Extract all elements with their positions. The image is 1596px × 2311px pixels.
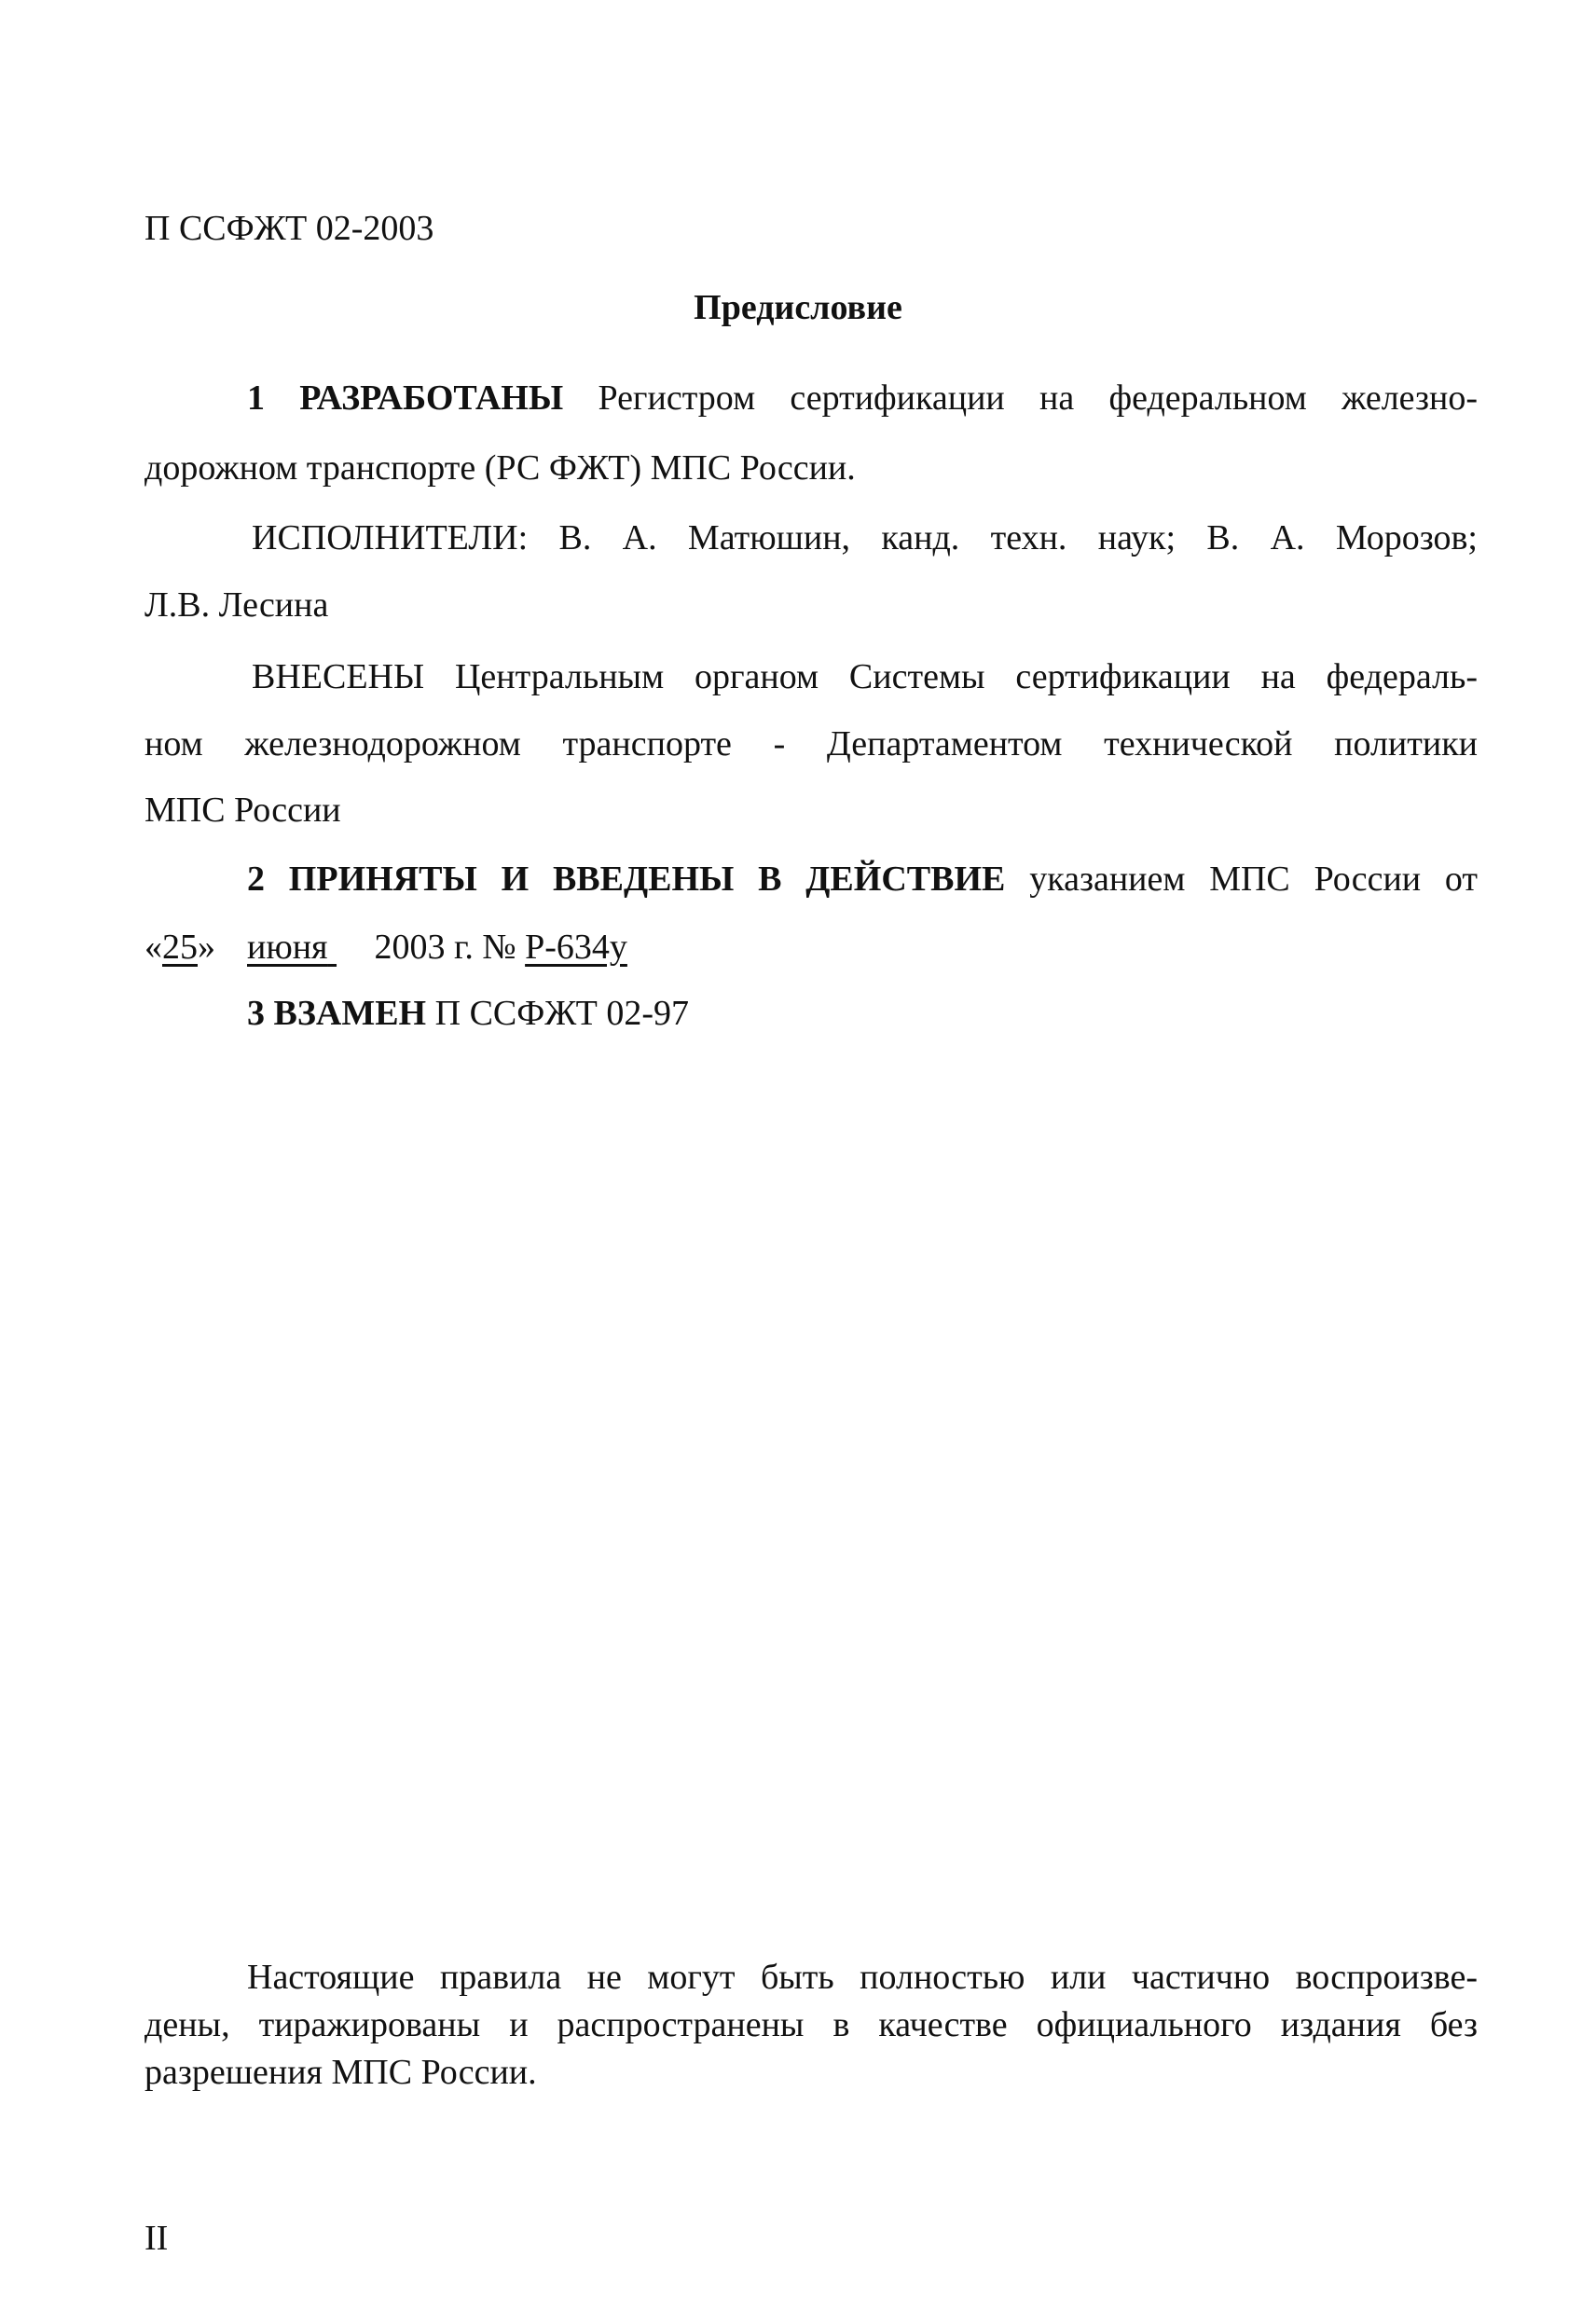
item1-text-line2: дорожном транспорте (РС ФЖТ) МПС России. [144,448,856,488]
notice-line3: разрешения МПС России. [144,2053,537,2092]
submitted-line1: ВНЕСЕНЫ Центральным органом Системы сертификации на федераль- [252,657,1478,696]
item3-text: П ССФЖТ 02-97 [434,994,690,1033]
document-code: П ССФЖТ 02-2003 [144,209,434,248]
performers-line1: ИСПОЛНИТЕЛИ: В. А. Матюшин, канд. техн. наук; В. А. Морозов; [252,518,1478,557]
order-day: 25 [162,928,198,967]
section-heading: Предисловие [694,288,902,327]
page-number: II [144,2219,169,2258]
item2-text-line1: указанием МПС России от [1029,860,1479,899]
quote-close: » [198,928,215,967]
quote-open: « [144,928,162,967]
item1-text-line1: Регистром сертификации на федеральном железно- [598,378,1479,418]
item3-line [247,992,689,1035]
order-year: 2003 г. № [374,928,516,967]
notice-line1: Настоящие правила не могут быть полностью или частично воспроизве- [247,1958,1478,1997]
item2-line1 [247,858,1478,901]
order-month: июня [247,928,328,967]
item3-label: 3 ВЗАМЕН [247,994,427,1033]
notice-line2: дены, тиражированы и распространены в качестве официального издания без [144,2005,1478,2044]
submitted-line3: МПС России [144,791,341,830]
month-underline-gap [328,926,362,969]
item1-label: 1 РАЗРАБОТАНЫ [247,378,564,418]
submitted-line2: ном железнодорожном транспорте - Департаментом технической политики [144,724,1478,763]
item1-line1 [247,377,1478,420]
order-number: Р-634у [525,928,627,967]
item2-date-line [144,926,627,969]
item2-label: 2 ПРИНЯТЫ И ВВЕДЕНЫ В ДЕЙСТВИЕ [247,860,1006,899]
performers-line2: Л.В. Лесина [144,585,329,625]
